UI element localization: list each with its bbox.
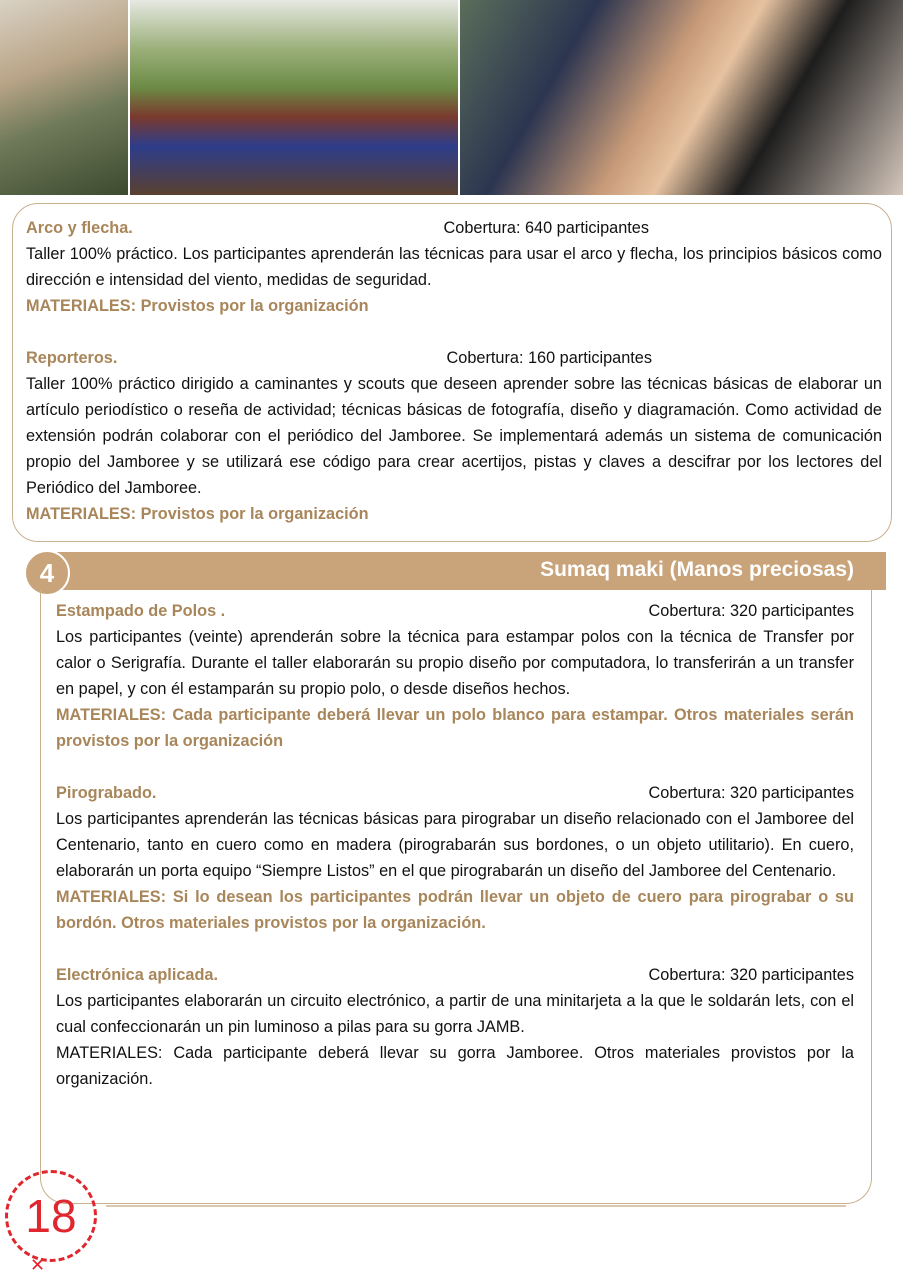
item-header [56,780,854,806]
item-title: Pirograbado. [56,784,157,802]
section-2-content [56,598,854,1092]
section-1-content [26,215,882,527]
item-title: Reporteros. [26,349,118,367]
archery-photo [0,0,128,195]
screen-printing-photo [130,0,458,195]
footer-divider [106,1205,846,1207]
section-number-badge: 4 [24,550,70,596]
rope-knot-icon: ✕ [30,1255,46,1275]
item-description: Los participantes (veinte) aprenderán sobre la técnica para estampar polos con la técnica de Transfer por calor o Serigrafía. Durante el taller elaborarán su propio diseño por computadora, lo transferirán a un transfer en papel, y con él estamparán su propio polo, o desde diseños hechos. [56,628,854,698]
item-materials: MATERIALES: Provistos por la organización [26,505,369,523]
item-materials: MATERIALES: Si lo desean los participantes podrán llevar un objeto de cuero para pirograbar o su bordón. Otros materiales provistos por la organización. [56,888,854,932]
item-coverage: Cobertura: 640 participantes [443,219,649,237]
item-header [56,598,854,624]
item-title: Arco y flecha. [26,219,133,237]
item-description: Taller 100% práctico. Los participantes aprenderán las técnicas para usar el arco y flecha, los principios básicos como dirección e intensidad del viento, medidas de seguridad. [26,245,882,289]
item-description: Taller 100% práctico dirigido a caminantes y scouts que deseen aprender sobre las técnicas básicas de elaborar un artículo periodístico o reseña de actividad; técnicas básicas de fotografía, diseño y diagramación. Como actividad de extensión podrán colaborar con el periódico del Jamboree. Se implementará además un sistema de comunicación propio del Jamboree y se utilizará ese código para crear acertijos, pistas y claves a descifrar por los lectores del Periódico del Jamboree. [26,375,882,497]
item-coverage: Cobertura: 160 participantes [446,349,652,367]
item-title: Electrónica aplicada. [56,966,218,984]
item-header [56,962,854,988]
page-number: 18 [5,1170,97,1262]
item-title: Estampado de Polos . [56,602,226,620]
item-description: Los participantes elaborarán un circuito electrónico, a partir de una minitarjeta a la que le soldarán lets, con el cual confeccionarán un pin luminoso a pilas para su gorra JAMB. [56,992,854,1036]
section-header-bar [45,552,886,590]
item-header [26,215,882,241]
item-materials: MATERIALES: Cada participante deberá llevar un polo blanco para estampar. Otros materiales serán provistos por la organización [56,706,854,750]
section-title: Sumaq maki (Manos preciosas) [540,558,854,581]
item-coverage: Cobertura: 320 participantes [648,966,854,984]
item-description: Los participantes aprenderán las técnicas básicas para pirograbar un diseño relacionado con el Jamboree del Centenario, tanto en cuero como en madera (pirograbarán sus bordones, o un objeto utilitario). En cuero, elaborarán un porta equipo “Siempre Listos” en el que pirograbarán un diseño del Jamboree del Centenario. [56,810,854,880]
reporter-interview-photo [460,0,903,195]
item-coverage: Cobertura: 320 participantes [648,784,854,802]
item-materials: MATERIALES: Cada participante deberá llevar su gorra Jamboree. Otros materiales provistos por la organización. [56,1044,854,1088]
item-coverage: Cobertura: 320 participantes [648,602,854,620]
item-materials: MATERIALES: Provistos por la organización [26,297,369,315]
item-header [26,345,882,371]
